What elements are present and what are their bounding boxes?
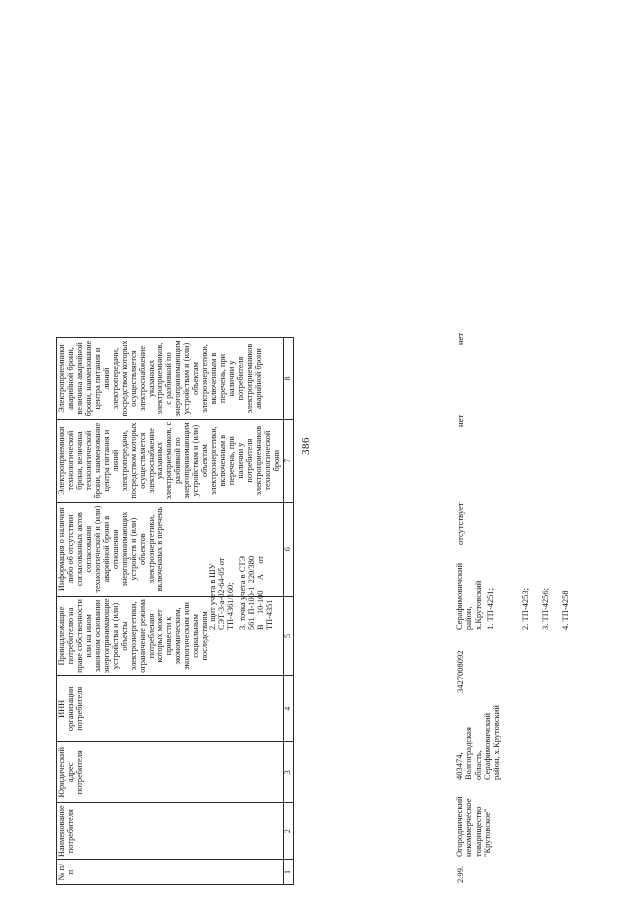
- header-legal-address: Юридический адрес потребителя: [57, 742, 284, 803]
- row-number: 2.99.: [455, 866, 465, 883]
- inn-value: 3427008092: [455, 650, 465, 693]
- page-number: 386: [300, 437, 312, 455]
- legal-address: 403474, Волгоградская область, Серафимовичский район, х.Крутовский: [454, 705, 502, 780]
- previous-entry-meter-2: 2. щит учета в ШУ СЭТ-3-а-02-64-05 от ТП-4361/160;: [208, 557, 236, 630]
- header-consumer-name: Наименование потребителя: [57, 803, 284, 860]
- col-number-3: 3: [283, 742, 293, 803]
- column-number-row: [283, 338, 293, 885]
- col-number-7: 7: [283, 419, 293, 502]
- header-number: № п/п: [57, 860, 284, 885]
- substation-item-4: 4. ТП-4258: [560, 590, 570, 630]
- consumer-name: Огороднический некоммерческое товарищество "Крутовское": [454, 796, 493, 857]
- col-number-5: 5: [283, 596, 293, 676]
- emergency-reserve-value: нет: [455, 332, 465, 345]
- col-number-4: 4: [283, 676, 293, 742]
- header-power-devices: Принадлежащие потребителю на праве собственности или на ином законном основании энергопринимающие устройства и (или) объекты электроэнергетики, ограничение режима потребления которых может привести к экономическим, экологическим или социальным последствиям: [57, 596, 284, 676]
- col-number-2: 2: [283, 803, 293, 860]
- header-technological-reserve: Электроприемники технологической брони, величина технологической брони, наименование центра питания и линий электропередачи, посредством которых осуществляется электроснабжение указанных электроприемников, с разбивкой по энергопринимающим устройствам и (или) объектам электроэнергетики, включенным в перечень, при наличии у потребителя электроприемников технологической брони: [57, 419, 284, 502]
- header-emergency-reserve: Электроприемники аварийной брони, величина аварийной брони, наименование центра питания и линий электропередачи, посредством которых осуществляется электроснабжение указанных электроприемников, с разбивкой по энергопринимающим устройствам и (или) объектам электроэнергетики, включенным в перечень, при наличии у потребителя электроприемников аварийной брони: [57, 338, 284, 419]
- col-number-6: 6: [283, 502, 293, 596]
- col-number-1: 1: [283, 860, 293, 885]
- reserve-acts-value: отсутствует: [455, 502, 465, 545]
- previous-entry-meter-3: 3. точка учета в СТЭ 561 П-100-1 220/380 В 10-100 А от ТП-4351: [238, 556, 275, 630]
- header-inn: ИНН организации потребителя: [57, 676, 284, 742]
- substation-item-3: 3. ТП-4256;: [540, 587, 550, 630]
- header-reserve-acts: Информация о наличии либо об отсутствии согласованных актов согласования технологической и (или) аварийной брони в отношении энергопринимающих устройств и (или) объектов электроэнергетики, включенных в перечень: [57, 502, 284, 596]
- technological-reserve-value: нет: [455, 414, 465, 427]
- substation-item-2: 2. ТП-4253;: [520, 587, 530, 630]
- col-number-8: 8: [283, 338, 293, 419]
- device-location: Серафимовичский район, х.Крутовский: [454, 562, 483, 630]
- substation-item-1: 1. ТП-4251;: [485, 587, 495, 630]
